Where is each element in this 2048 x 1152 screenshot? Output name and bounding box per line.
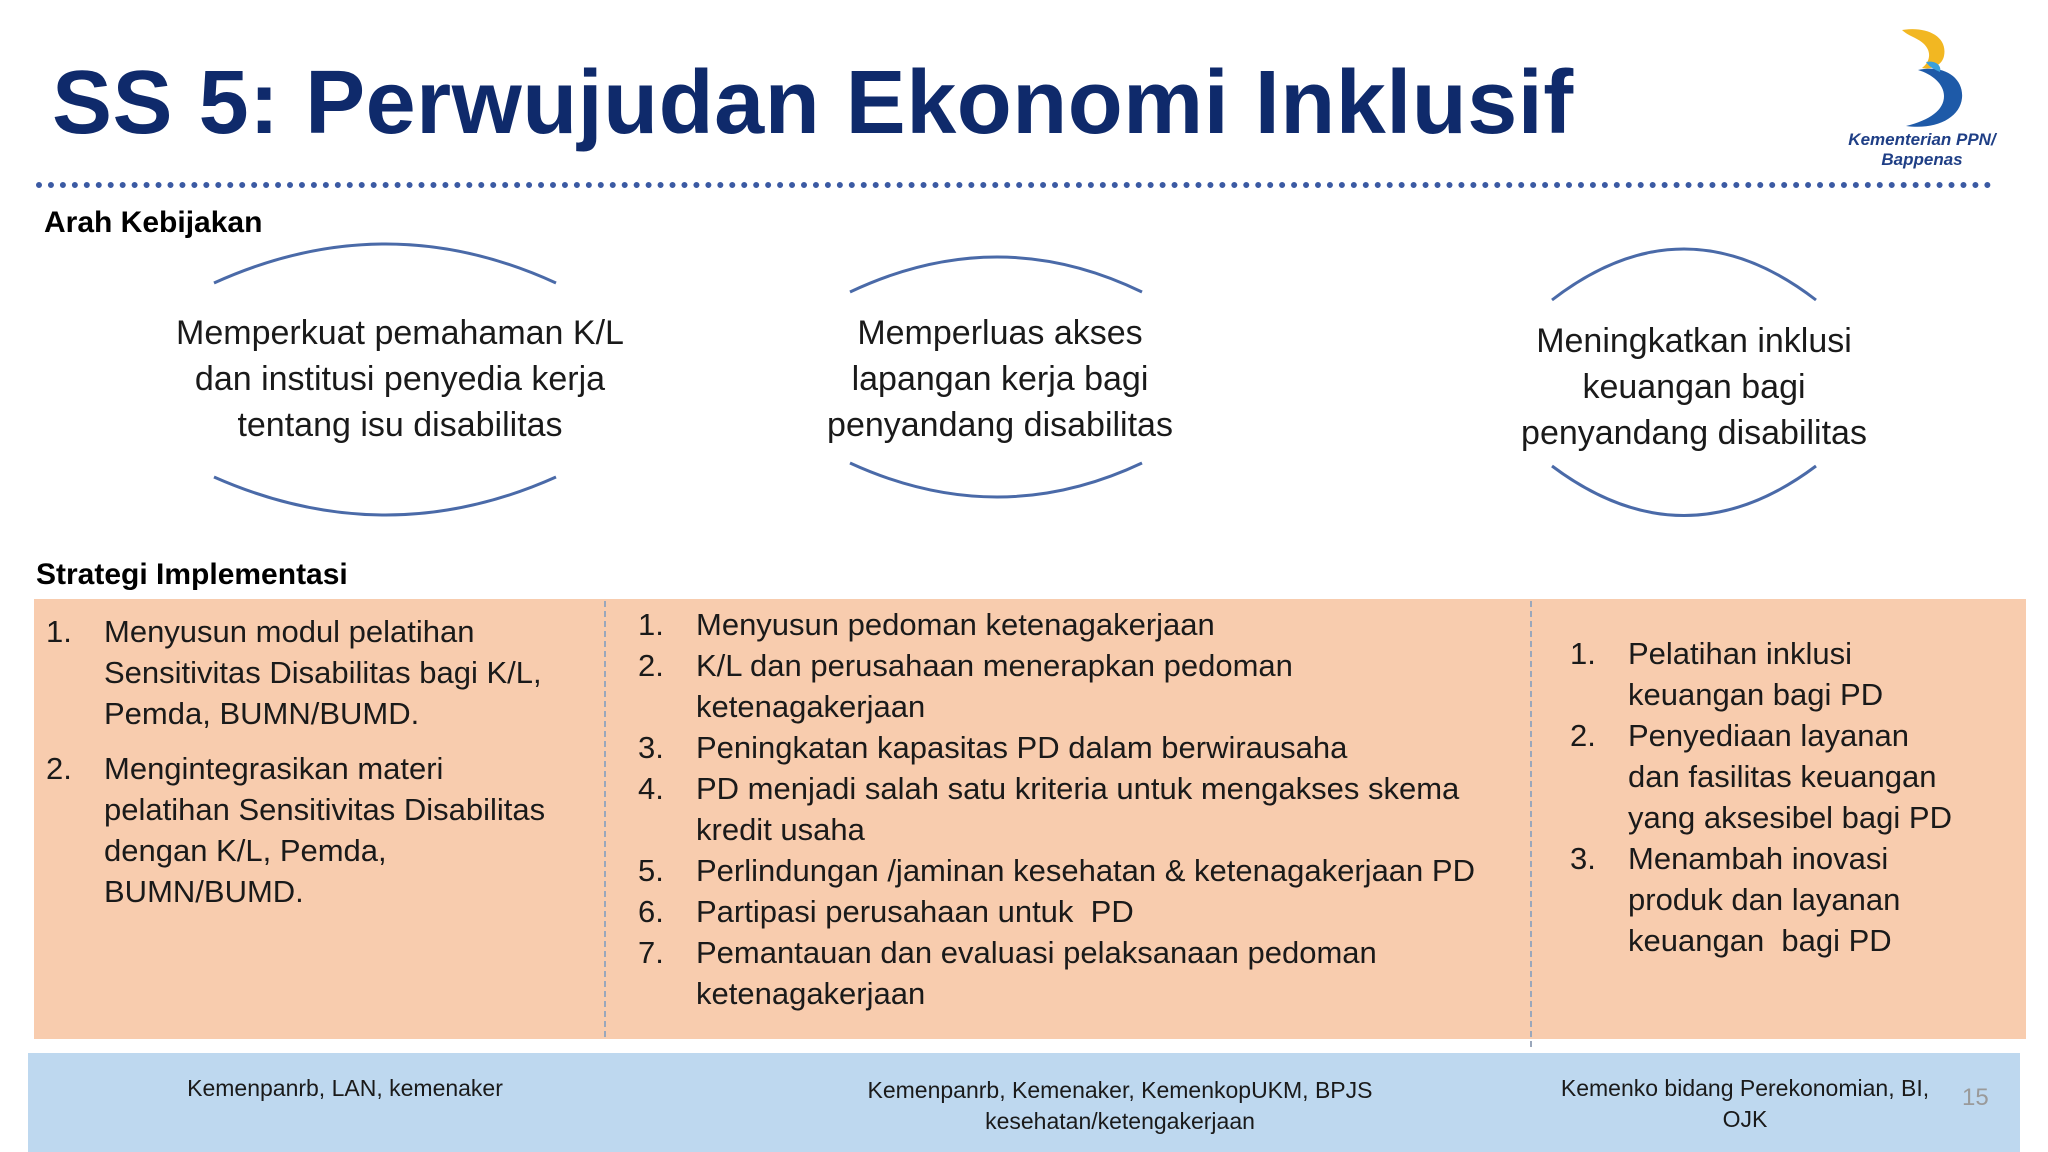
item-text-line: Menyusun pedoman ketenagakerjaan [696, 607, 1215, 642]
item-text-line: Pelatihan inklusi [1628, 636, 1853, 671]
item-text-line: PD menjadi salah satu kriteria untuk mengakses skema [696, 771, 1460, 806]
direction-1-line1: Memperkuat pemahaman K/L [176, 314, 624, 352]
strategy-1-item-2 [46, 748, 594, 912]
direction-arcs [0, 0, 2048, 560]
strategy-3-item-1 [1570, 633, 2010, 715]
footer-institutions-2 [790, 1075, 1450, 1137]
direction-2-line2: lapangan kerja bagi [851, 360, 1149, 398]
footer-line: OJK [1722, 1106, 1768, 1132]
item-text-line: BUMN/BUMD. [104, 874, 304, 909]
item-number: 3. [1570, 841, 1596, 876]
item-number: 2. [638, 648, 664, 683]
footer-institutions-3 [1530, 1073, 1960, 1135]
column-separator-2 [1530, 601, 1532, 1047]
direction-2-line3: penyandang disabilitas [827, 406, 1173, 444]
strategy-2-item-5 [638, 850, 1518, 891]
item-number: 4. [638, 771, 664, 806]
column-separator-1 [604, 601, 606, 1037]
item-text-line: produk dan layanan [1628, 882, 1901, 917]
item-text-line: yang aksesibel bagi PD [1628, 800, 1952, 835]
strategy-column-3 [1570, 633, 2010, 961]
item-text-line: Pemantauan dan evaluasi pelaksanaan pedoman [696, 935, 1377, 970]
direction-1-line2: dan institusi penyedia kerja [194, 360, 606, 398]
item-number: 1. [1570, 636, 1596, 671]
item-text-line: keuangan bagi PD [1628, 677, 1884, 712]
item-text-line: Sensitivitas Disabilitas bagi K/L, [104, 655, 542, 690]
item-text-line: dan fasilitas keuangan [1628, 759, 1937, 794]
footer-institutions-1 [120, 1073, 570, 1104]
strategy-2-item-6 [638, 891, 1518, 932]
item-number: 6. [638, 894, 664, 929]
strategy-2-item-1 [638, 604, 1518, 645]
logo-text-line2: Bappenas [1881, 150, 1963, 169]
direction-1-line3: tentang isu disabilitas [237, 406, 563, 444]
strategy-1-item-1 [46, 611, 594, 734]
item-text-line: Peningkatan kapasitas PD dalam berwirausaha [696, 730, 1348, 765]
arah-kebijakan-label: Arah Kebijakan [44, 206, 263, 239]
arc-3-bottom [1552, 466, 1816, 516]
strategy-2-item-4 [638, 768, 1518, 850]
arc-2-bottom [850, 463, 1142, 497]
item-text-line: Pemda, BUMN/BUMD. [104, 696, 420, 731]
strategy-3-item-2 [1570, 715, 2010, 838]
arc-1-top [214, 244, 556, 283]
direction-1 [100, 310, 700, 448]
strategi-implementasi-label: Strategi Implementasi [36, 558, 348, 591]
direction-3-line1: Meningkatkan inklusi [1536, 322, 1852, 360]
item-text-line: kredit usaha [696, 812, 865, 847]
direction-2-line1: Memperluas akses [857, 314, 1143, 352]
item-number: 1. [46, 614, 72, 649]
logo-text-line1: Kementerian PPN/ [1848, 130, 1996, 149]
item-text-line: K/L dan perusahaan menerapkan pedoman [696, 648, 1293, 683]
footer-line: Kemenko bidang Perekonomian, BI, [1560, 1075, 1930, 1101]
arc-1-bottom [214, 477, 556, 515]
item-number: 3. [638, 730, 664, 765]
arc-3-top [1552, 249, 1816, 300]
strategy-2-item-3 [638, 727, 1518, 768]
direction-2 [800, 310, 1200, 448]
item-number: 5. [638, 853, 664, 888]
item-number: 2. [1570, 718, 1596, 753]
footer-line: Kemenpanrb, Kemenaker, KemenkopUKM, BPJS [867, 1077, 1373, 1103]
arc-2-top [850, 257, 1142, 292]
item-text-line: Penyediaan layanan [1628, 718, 1909, 753]
footer-line: kesehatan/ketengakerjaan [985, 1108, 1255, 1134]
item-text-line: pelatihan Sensitivitas Disabilitas [104, 792, 546, 827]
item-text-line: keuangan bagi PD [1628, 923, 1892, 958]
strategy-2-item-7 [638, 932, 1518, 1014]
item-number: 7. [638, 935, 664, 970]
item-text-line: Menambah inovasi [1628, 841, 1889, 876]
item-text-line: Perlindungan /jaminan kesehatan & ketenagakerjaan PD [696, 853, 1475, 888]
page-number: 15 [1962, 1084, 1989, 1111]
item-number: 2. [46, 751, 72, 786]
item-text-line: Mengintegrasikan materi [104, 751, 444, 786]
item-text-line: ketenagakerjaan [696, 689, 926, 724]
item-text-line: Partipasi perusahaan untuk PD [696, 894, 1134, 929]
strategy-2-item-2 [638, 645, 1518, 727]
direction-3-line2: keuangan bagi [1582, 368, 1806, 406]
item-text-line: dengan K/L, Pemda, [104, 833, 387, 868]
item-text-line: ketenagakerjaan [696, 976, 926, 1011]
strategy-column-1 [46, 611, 594, 912]
item-text-line: Menyusun modul pelatihan [104, 614, 475, 649]
direction-3-line3: penyandang disabilitas [1521, 414, 1867, 452]
strategy-3-item-3 [1570, 838, 2010, 961]
direction-3 [1494, 318, 1894, 456]
item-number: 1. [638, 607, 664, 642]
strategy-column-2 [638, 604, 1518, 1014]
slide-title: SS 5: Perwujudan Ekonomi Inklusif [52, 53, 1574, 153]
footer-line: Kemenpanrb, LAN, kemenaker [187, 1075, 503, 1101]
